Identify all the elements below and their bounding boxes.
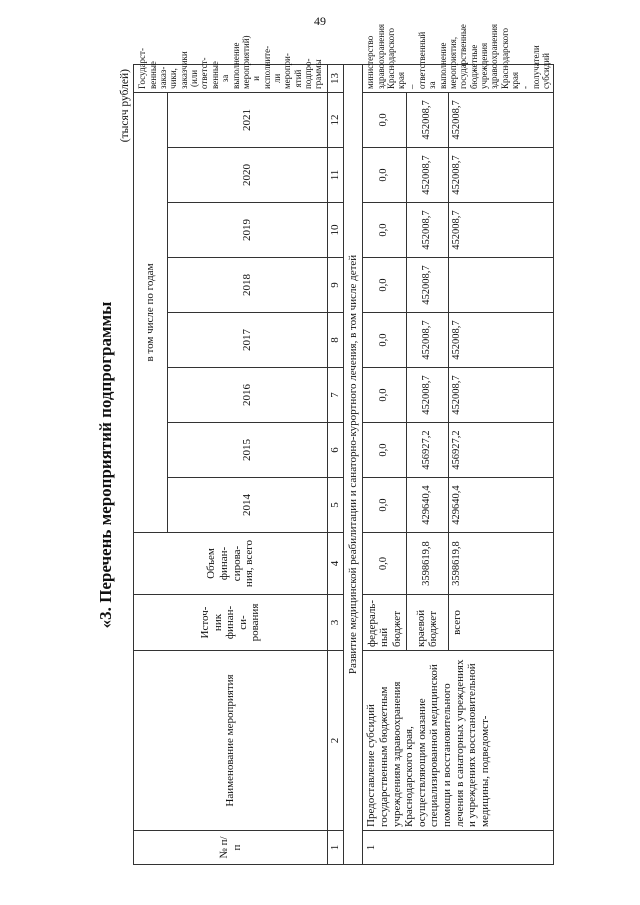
page-number: 49: [314, 14, 326, 28]
column-number: 6: [328, 423, 344, 478]
header-by-years: в том числе по годам: [134, 92, 168, 532]
column-number-row: [328, 64, 344, 864]
unit-note: (тысяч рублей): [119, 69, 131, 143]
year-value: 0,0: [363, 148, 406, 203]
year-value: 429640,4: [449, 478, 554, 533]
total-value: 3598619,8: [449, 533, 554, 595]
column-number: 12: [328, 92, 344, 147]
year-value: 0,0: [363, 258, 406, 313]
header-year: 2014: [168, 478, 328, 533]
year-value: 0,0: [363, 478, 406, 533]
source-name: федераль- ный бюджет: [363, 595, 406, 651]
header-measure: Наименование мероприятия: [134, 651, 328, 831]
header-year: 2019: [168, 203, 328, 258]
column-number: 2: [328, 651, 344, 831]
year-value: 456927,2: [406, 423, 449, 478]
year-value: 452008,7: [406, 368, 449, 423]
header-year: 2018: [168, 258, 328, 313]
year-value: 452008,7: [449, 203, 554, 258]
measure-description: Предоставление субсидий государственным бюджетным учреждениям здравоохранения Краснодарского края, осуществляющим оказание специализированной медицинской помощи и восстановительного лечения в санаторных учреждениях и учреждениях восстановительной медицины, подведомст-: [363, 651, 554, 831]
header-num: № п/п: [134, 831, 328, 865]
section-row: [343, 64, 363, 864]
section-heading: «3. Перечень мероприятий подпрограммы: [96, 301, 115, 629]
year-value: 452008,7: [406, 203, 449, 258]
measures-table: [133, 23, 554, 865]
year-value: 429640,4: [406, 478, 449, 533]
rotated-page-content: [96, 23, 552, 865]
year-value: 0,0: [363, 92, 406, 147]
year-value: 452008,7: [449, 92, 554, 147]
year-value: 452008,7: [406, 258, 449, 313]
column-number: 1: [328, 831, 344, 865]
year-value: 0,0: [363, 423, 406, 478]
year-value: 452008,7: [449, 368, 554, 423]
total-value: 3598619,8: [406, 533, 449, 595]
header-year: 2020: [168, 148, 328, 203]
column-number: 4: [328, 533, 344, 595]
header-total: Объем финан- сирова- ния, всего: [134, 533, 328, 595]
year-value: 0,0: [363, 368, 406, 423]
column-number: 3: [328, 595, 344, 651]
executor-text: министерство здравоохранения Краснодарского края – ответственный за выполнение мероприятия, государственные бюджетные учреждения здравоохранения Краснодарского края - получатели субсидий: [363, 64, 554, 92]
table-row: [363, 64, 406, 864]
header-year: 2021: [168, 92, 328, 147]
total-value: 0,0: [363, 533, 406, 595]
source-name: краевой бюджет: [406, 595, 449, 651]
year-value: 0,0: [363, 203, 406, 258]
header-year: 2015: [168, 423, 328, 478]
column-number: 13: [328, 64, 344, 92]
year-value: [449, 258, 554, 313]
year-value: 0,0: [363, 313, 406, 368]
year-value: 452008,7: [449, 148, 554, 203]
header-year: 2017: [168, 313, 328, 368]
source-name: всего: [449, 595, 554, 651]
column-number: 7: [328, 368, 344, 423]
header-source: Источ- ник финан- си- рования: [134, 595, 328, 651]
year-value: 452008,7: [406, 92, 449, 147]
row-number: 1: [363, 831, 554, 865]
column-number: 5: [328, 478, 344, 533]
year-value: 452008,7: [449, 313, 554, 368]
column-number: 11: [328, 148, 344, 203]
year-value: 452008,7: [406, 148, 449, 203]
column-number: 9: [328, 258, 344, 313]
column-number: 10: [328, 203, 344, 258]
year-value: 452008,7: [406, 313, 449, 368]
header-year: 2016: [168, 368, 328, 423]
section-title: Развитие медицинской реабилитации и санаторно-курортного лечения, в том числе детей: [343, 64, 363, 864]
header-executors: Государст- венные заказ- чики, заказчики (или ответст- венные за выполнение мероприятий) и исполните- ли меропри- ятий подпро- граммы: [134, 64, 328, 92]
year-value: 456927,2: [449, 423, 554, 478]
column-number: 8: [328, 313, 344, 368]
